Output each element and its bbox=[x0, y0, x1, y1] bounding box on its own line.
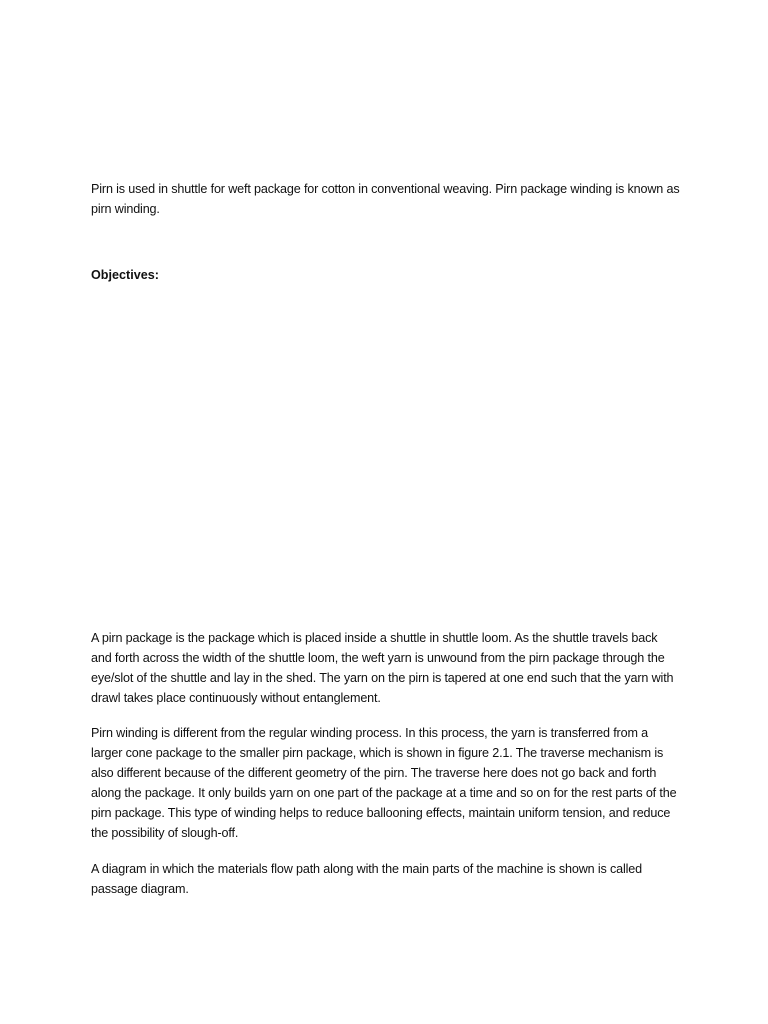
pirn-winding-paragraph: Pirn winding is different from the regular winding process. In this process, the yarn is transferred from a larger cone package to the smaller pirn package, which is shown in figure 2.1. The traverse mechanism is also different because of the different geometry of the pirn. The traverse here does not go back and forth along the package. It only builds yarn on one part of the package at a time and so on for the rest parts of the pirn package. This type of winding helps to reduce ballooning effects, maintain uniform tension, and reduce the possibility of slough-off. bbox=[91, 726, 677, 840]
objectives-heading: Objectives: bbox=[91, 268, 159, 282]
intro-paragraph: Pirn is used in shuttle for weft package for cotton in conventional weaving. Pirn package winding is known as pirn winding. bbox=[91, 182, 680, 216]
pirn-package-paragraph: A pirn package is the package which is placed inside a shuttle in shuttle loom. As the shuttle travels back and forth across the width of the shuttle loom, the weft yarn is unwound from the pirn package through the eye/slot of the shuttle and lay in the shed. The yarn on the pirn is tapered at one end such that the yarn with drawl takes place continuously without entanglement. bbox=[91, 631, 674, 705]
passage-diagram-paragraph: A diagram in which the materials flow path along with the main parts of the machine is shown is called passage diagram. bbox=[91, 862, 643, 896]
